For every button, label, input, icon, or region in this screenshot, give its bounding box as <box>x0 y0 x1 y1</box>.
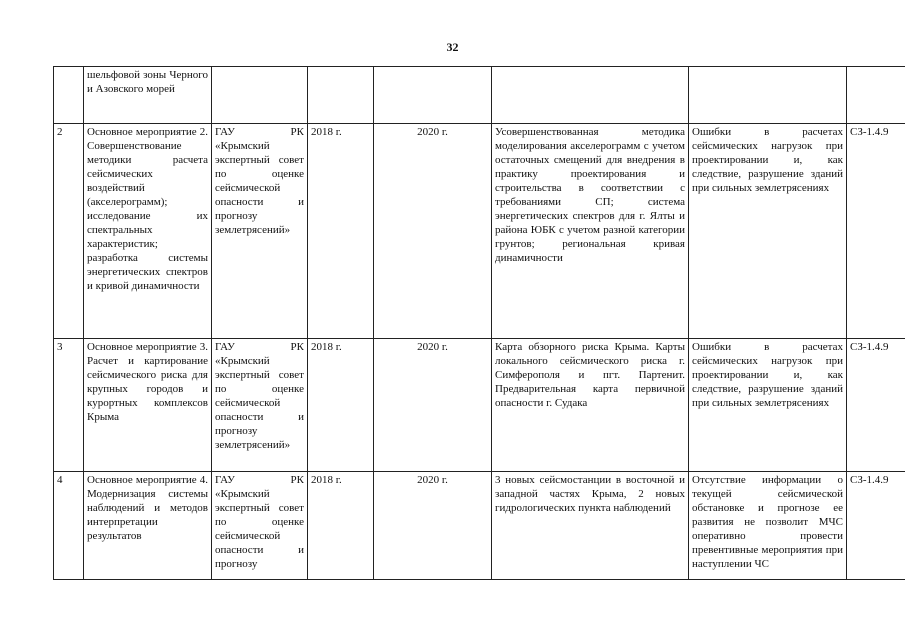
risk-cell <box>689 67 847 124</box>
row-number-cell: 2 <box>54 124 84 339</box>
table-row <box>54 339 905 472</box>
risk-cell: Отсутствие информации о текущей сейсмической обстановке и прогнозе ее развития не позволит МЧС оперативно провести превентивные мероприятия при наступлении ЧС <box>689 472 847 580</box>
end-year-cell: 2020 г. <box>374 124 492 339</box>
risk-cell: Ошибки в расчетах сейсмических нагрузок при проектировании и, как следствие, разрушение зданий при сильных землетрясениях <box>689 124 847 339</box>
executor-cell <box>212 67 308 124</box>
start-year-cell <box>308 67 374 124</box>
event-cell: Основное мероприятие 2. Совершенствование методики расчета сейсмических воздействий (акселерограмм); исследование их спектральных характеристик; разработка системы энергетических спектров и кривой динамичности <box>84 124 212 339</box>
start-year-cell: 2018 г. <box>308 472 374 580</box>
row-number-cell <box>54 67 84 124</box>
event-cell: Основное мероприятие 3. Расчет и картирование сейсмического риска для крупных городов и курортных комплексов Крыма <box>84 339 212 472</box>
table-row <box>54 472 905 580</box>
code-cell: СЗ-1.4.9 <box>847 339 905 472</box>
result-cell: Усовершенствованная методика моделирования акселерограмм с учетом остаточных смещений для внедрения в практику проектирования и строительства в соответствии с требованиями СП; система энергетических спектров для г. Ялты и района ЮБК с учетом разной категории грунтов; региональная кривая динамичности <box>492 124 689 339</box>
start-year-cell: 2018 г. <box>308 124 374 339</box>
code-cell: СЗ-1.4.9 <box>847 124 905 339</box>
table-row <box>54 67 905 124</box>
event-cell: шельфовой зоны Черного и Азовского морей <box>84 67 212 124</box>
row-number-cell: 4 <box>54 472 84 580</box>
result-cell: Карта обзорного риска Крыма. Карты локального сейсмического риска г. Симферополя и пгт. Партенит. Предварительная карта первичной опасности г. Судака <box>492 339 689 472</box>
end-year-cell <box>374 67 492 124</box>
result-cell: 3 новых сейсмостанции в восточной и западной частях Крыма, 2 новых гидрологических пункта наблюдений <box>492 472 689 580</box>
page-number: 32 <box>446 40 459 54</box>
end-year-cell: 2020 г. <box>374 339 492 472</box>
code-cell <box>847 67 905 124</box>
result-cell <box>492 67 689 124</box>
row-number-cell: 3 <box>54 339 84 472</box>
start-year-cell: 2018 г. <box>308 339 374 472</box>
event-cell: Основное мероприятие 4. Модернизация системы наблюдений и методов интерпретации результатов <box>84 472 212 580</box>
table-row <box>54 124 905 339</box>
executor-cell: ГАУ РК «Крымский экспертный совет по оценке сейсмической опасности и прогнозу землетрясений» <box>212 339 308 472</box>
measures-table <box>53 66 905 580</box>
risk-cell: Ошибки в расчетах сейсмических нагрузок при проектировании и, как следствие, разрушение зданий при сильных землетрясениях <box>689 339 847 472</box>
end-year-cell: 2020 г. <box>374 472 492 580</box>
executor-cell: ГАУ РК «Крымский экспертный совет по оценке сейсмической опасности и прогнозу землетрясений» <box>212 124 308 339</box>
executor-cell: ГАУ РК «Крымский экспертный совет по оценке сейсмической опасности и прогнозу <box>212 472 308 580</box>
code-cell: СЗ-1.4.9 <box>847 472 905 580</box>
